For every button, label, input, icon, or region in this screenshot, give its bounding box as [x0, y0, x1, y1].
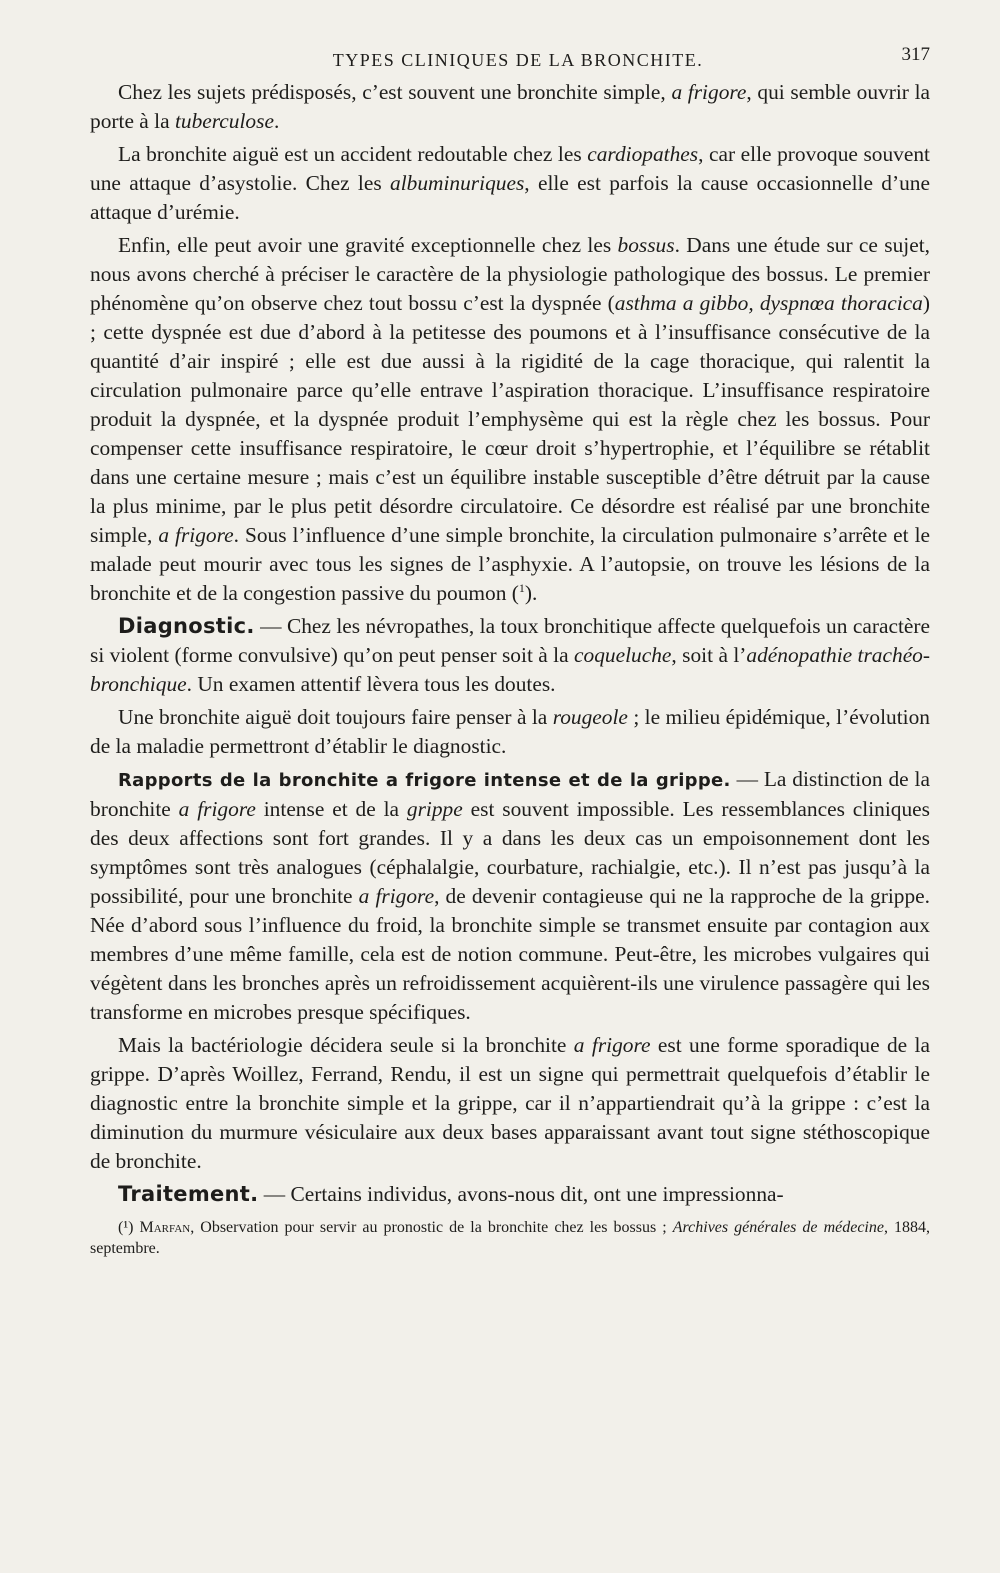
- text-run: — La distinction de la bronchite: [90, 767, 930, 821]
- italic-run: cardiopathes: [587, 142, 699, 166]
- text-run: ; le milieu épidémique, l’évolution de la maladie permettront d’établir le diagnostic.: [90, 705, 930, 758]
- italic-run: rougeole: [552, 705, 628, 729]
- footnote-author: Marfan: [139, 1219, 191, 1236]
- running-head: [90, 40, 930, 74]
- paragraph-traitement: [90, 1180, 930, 1209]
- italic-run: grippe: [406, 797, 463, 821]
- footnote-marker: (¹): [118, 1219, 134, 1236]
- text-run: — Certains individus, avons-nous dit, ont une impressionna-: [258, 1182, 784, 1206]
- text-run: ).: [524, 581, 538, 605]
- text-run: Chez les sujets prédisposés, c’est souvent une bronchite simple,: [118, 80, 672, 104]
- text-run: La bronchite aiguë est un accident redoutable chez les: [118, 142, 588, 166]
- text-run: . Sous l’influence d’une simple bronchite, la circulation pulmonaire s’arrête et le malade peut mourir avec tous les signes de l’asphyxie. A l’autopsie, on trouve les lésions de la bronchite et de la congestion passive du poumon (: [90, 523, 931, 605]
- text-run: Une bronchite aiguë doit toujours faire penser à la: [118, 705, 553, 729]
- text-run: ) ; cette dyspnée est due d’abord à la petitesse des poumons et à l’insuffisance consécutive de la quantité d’air inspiré ; elle est due aussi à la rigidité de la cage thoracique, qui ralentit la circulation pulmonaire parce qu’elle entrave l’aspiration thoracique. L’insuffisance respiratoire produit la dyspnée, et la dyspnée produit l’emphysème qui est la règle chez les bossus. Pour compenser cette insuffisance respiratoire, le cœur droit s’hypertrophie, et l’équilibre se rétablit dans une certaine mesure ; mais c’est un équilibre instable susceptible d’être détruit par la cause la plus minime, par le plus petit désordre circulatoire. Ce désordre est réalisé par une bronchite simple,: [90, 291, 930, 547]
- text-run: Mais la bactériologie décidera seule si la bronchite: [118, 1033, 574, 1057]
- italic-run: a frigore: [671, 80, 747, 104]
- italic-run: a frigore: [178, 797, 256, 821]
- italic-run: a frigore: [358, 884, 435, 908]
- paragraph-5: [90, 703, 930, 761]
- text-run: .: [273, 109, 280, 133]
- italic-run: a frigore: [573, 1033, 651, 1057]
- text-run: , Observation pour servir au pronostic de la bronchite chez les bossus ;: [190, 1219, 673, 1236]
- italic-run: coqueluche: [574, 643, 672, 667]
- italic-run: adénopathie trachéo-bronchique: [90, 643, 931, 696]
- section-heading-rapports: Rapports de la bronchite a frigore intense et de la grippe.: [118, 770, 731, 791]
- paragraph-1: [90, 78, 930, 136]
- italic-run: albuminuriques: [390, 171, 525, 195]
- running-title: TYPES CLINIQUES DE LA BRONCHITE.: [332, 50, 704, 70]
- text-run: , car elle provoque souvent une attaque d’asystolie. Chez les: [90, 142, 930, 195]
- italic-run: tuberculose: [174, 109, 274, 133]
- footnote: [90, 1217, 930, 1259]
- section-heading-diagnostic: Diagnostic.: [118, 614, 255, 638]
- text-run: . Dans une étude sur ce sujet, nous avons cherché à préciser le caractère de la physiologie pathologique des bossus. Le premier phénomène qu’on observe chez tout bossu c’est la dyspnée (: [90, 233, 931, 315]
- italic-run: asthma a gibbo, dyspnœa thoracica: [614, 291, 923, 315]
- paragraph-diagnostic: [90, 612, 930, 699]
- text-run: , de devenir contagieuse qui ne la rapproche de la grippe. Née d’abord sous l’influence du froid, la bronchite simple se transmet ensuite par contagion aux membres d’une même famille, cela est de notion commune. Peut-être, les microbes vulgaires qui végètent dans les bronches après un refroidissement acquièrent-ils une virulence passagère qui les transforme en microbes presque spécifiques.: [90, 884, 931, 1024]
- footnote-journal: Archives générales de médecine: [672, 1219, 884, 1236]
- text-run: , 1884, septembre.: [90, 1219, 931, 1257]
- footnote-text: [90, 1217, 930, 1259]
- text-run: , qui semble ouvrir la porte à la: [90, 80, 931, 133]
- footnote-reference[interactable]: 1: [518, 580, 525, 595]
- italic-run: a frigore: [158, 523, 234, 547]
- paragraph-2: [90, 140, 930, 227]
- text-run: est une forme sporadique de la grippe. D’après Woillez, Ferrand, Rendu, il est un signe qui permettrait quelquefois d’établir le diagnostic entre la bronchite simple et la grippe, car il n’appartiendrait qu’à la grippe : c’est la diminution du murmure vésiculaire aux deux bases apparaissant avant tout signe stéthoscopique de bronchite.: [90, 1033, 930, 1173]
- section-heading-traitement: Traitement.: [118, 1182, 259, 1206]
- main-text: [90, 78, 930, 1209]
- paragraph-rapports: [90, 765, 930, 1027]
- text-run: . Un examen attentif lèvera tous les doutes.: [186, 672, 556, 696]
- text-run: est souvent impossible. Les ressemblances cliniques des deux affections sont fort grandes. Il y a dans les deux cas un empoisonnement dont les symptômes sont très analogues (céphalalgie, courbature, rachialgie, etc.). Il n’est pas jusqu’à la possibilité, pour une bronchite: [90, 797, 930, 908]
- text-run: intense et de la: [255, 797, 407, 821]
- text-run: , elle est parfois la cause occasionnelle d’une attaque d’urémie.: [90, 171, 930, 224]
- paragraph-7: [90, 1031, 930, 1176]
- page-number: 317: [901, 44, 930, 65]
- italic-run: bossus: [617, 233, 675, 257]
- text-run: — Chez les névropathes, la toux bronchitique affecte quelquefois un caractère si violent (forme convulsive) qu’on peut penser soit à la: [90, 614, 930, 667]
- text-run: , soit à l’: [671, 643, 747, 667]
- paragraph-3: [90, 231, 930, 608]
- text-run: Enfin, elle peut avoir une gravité exceptionnelle chez les: [118, 233, 618, 257]
